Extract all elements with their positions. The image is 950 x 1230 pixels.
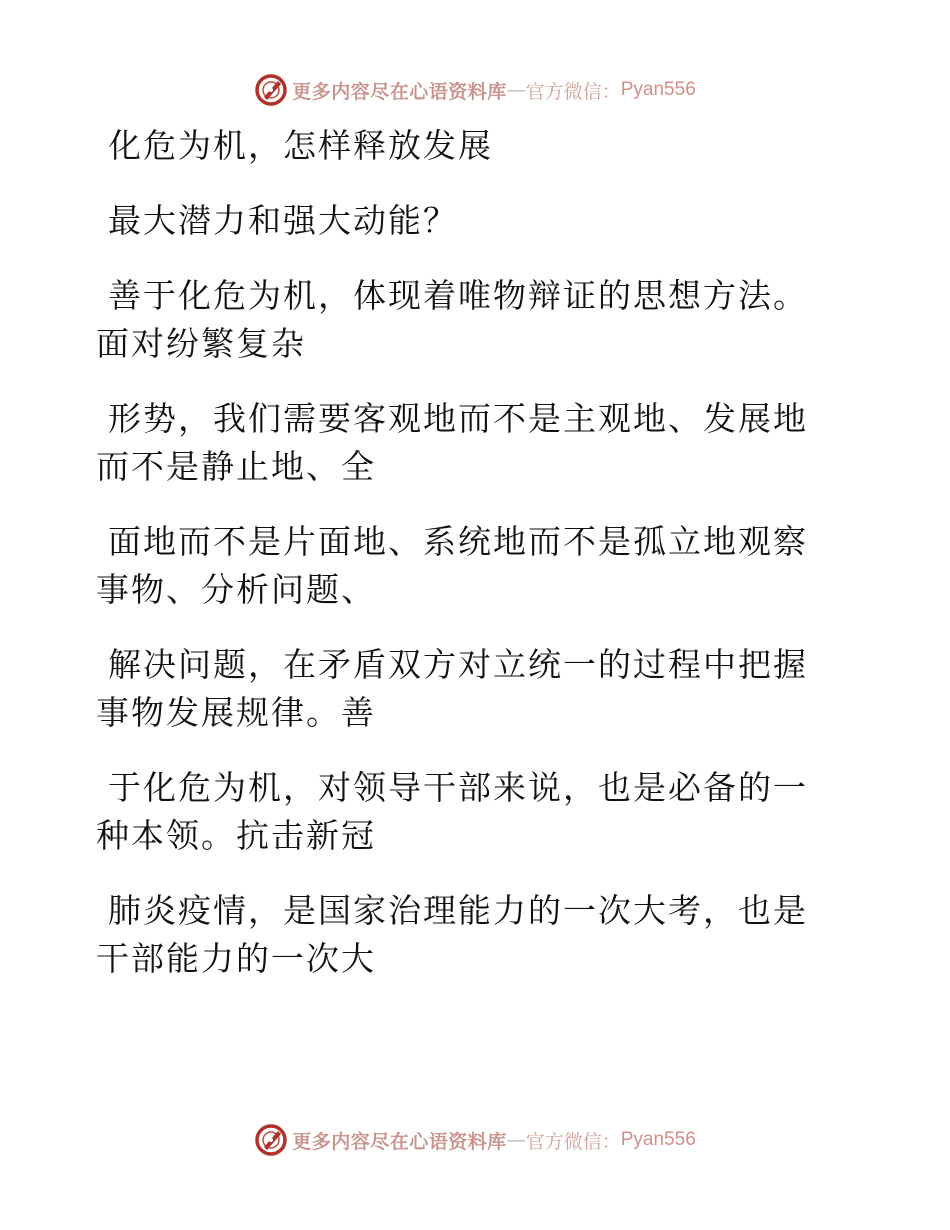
header-contact-label: 官方微信：	[525, 80, 621, 103]
document-body	[96, 122, 836, 1010]
paragraph-1: 化危为机，怎样释放发展	[108, 126, 493, 165]
paragraph-7: 于化危为机，对领导干部来说，也是必备的一种本领。抗击新冠	[96, 768, 808, 855]
header-separator: —	[506, 79, 526, 101]
paragraph-8: 肺炎疫情，是国家治理能力的一次大考，也是干部能力的一次大	[96, 891, 808, 978]
footer-banner	[0, 1120, 950, 1160]
pen-nib-logo-icon	[254, 1123, 288, 1157]
footer-separator: —	[506, 1129, 526, 1151]
paragraph-4: 形势，我们需要客观地而不是主观地、发展地而不是静止地、全	[96, 399, 808, 486]
header-brand-text: 更多内容尽在心语资料库	[292, 80, 507, 103]
footer-brand-text: 更多内容尽在心语资料库	[292, 1130, 507, 1153]
header-wechat-id: Pyan556	[620, 79, 696, 100]
footer-contact-label: 官方微信：	[525, 1130, 621, 1153]
header-banner	[0, 70, 950, 110]
paragraph-5: 面地而不是片面地、系统地而不是孤立地观察事物、分析问题、	[96, 522, 808, 609]
footer-wechat-id: Pyan556	[620, 1129, 696, 1150]
paragraph-6: 解决问题，在矛盾双方对立统一的过程中把握事物发展规律。善	[96, 645, 808, 732]
paragraph-3: 善于化危为机，体现着唯物辩证的思想方法。面对纷繁复杂	[96, 276, 808, 363]
paragraph-2: 最大潜力和强大动能？	[108, 201, 458, 240]
pen-nib-logo-icon	[254, 73, 288, 107]
